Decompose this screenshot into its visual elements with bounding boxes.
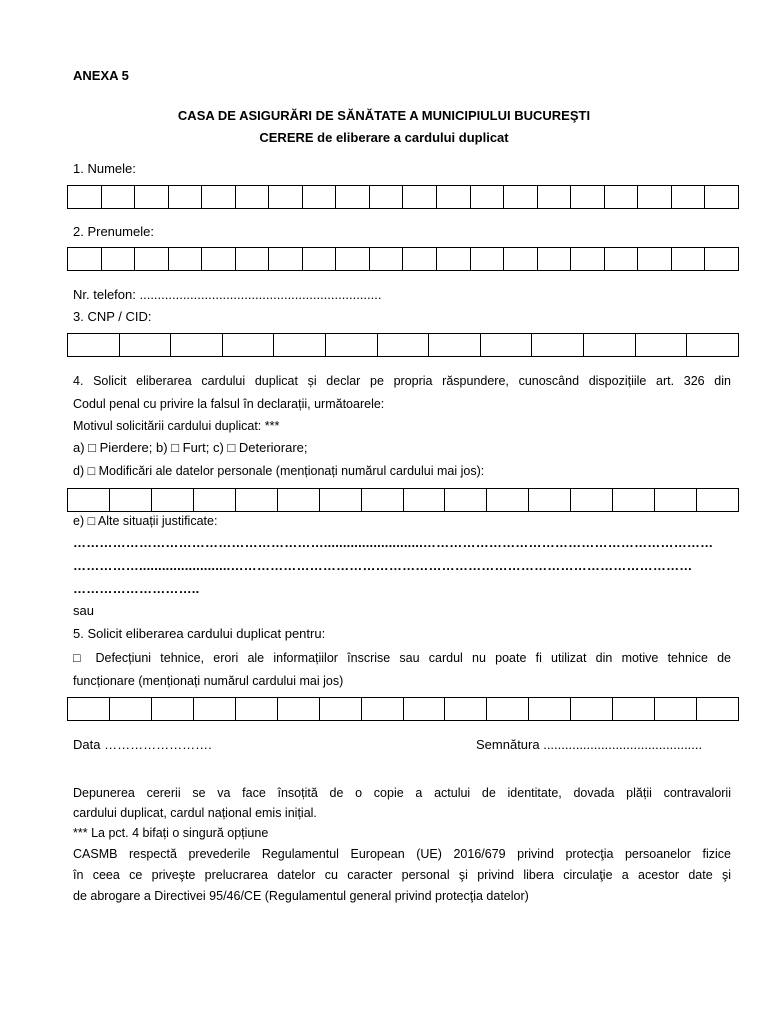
char-box[interactable] (68, 185, 102, 209)
char-box[interactable] (362, 697, 404, 721)
char-box[interactable] (303, 185, 337, 209)
note-line1: Depunerea cererii se va face însoțită de o copie a actului de identitate, dovada plății contravalorii (73, 786, 731, 800)
char-box[interactable] (529, 697, 571, 721)
institution-name: CASA DE ASIGURĂRI DE SĂNĂTATE A MUNICIPIULUI BUCUREŞTI (177, 108, 591, 123)
char-box[interactable] (152, 697, 194, 721)
char-box[interactable] (169, 185, 203, 209)
char-box[interactable] (605, 185, 639, 209)
char-box[interactable] (404, 488, 446, 512)
char-box[interactable] (194, 488, 236, 512)
section4-line1: 4. Solicit eliberarea cardului duplicat și declar pe propria răspundere, cunoscând dispozițiile art. 326 din (73, 374, 731, 388)
gdpr-line3: de abrogare a Directivei 95/46/CE (Regulamentul general privind protecţia datelor) (73, 889, 529, 903)
char-box[interactable] (471, 247, 505, 271)
char-box[interactable] (571, 488, 613, 512)
char-box[interactable] (487, 488, 529, 512)
char-box[interactable] (613, 488, 655, 512)
form-title: CERERE de eliberare a cardului duplicat (259, 130, 509, 145)
char-box[interactable] (538, 185, 572, 209)
char-box[interactable] (378, 333, 430, 357)
cnp-boxes[interactable] (67, 333, 739, 357)
char-box[interactable] (278, 697, 320, 721)
option-d[interactable]: d) □ Modificări ale datelor personale (menționați numărul cardului mai jos): (73, 464, 485, 478)
char-box[interactable] (120, 333, 172, 357)
char-box[interactable] (697, 488, 739, 512)
char-box[interactable] (504, 185, 538, 209)
char-box[interactable] (362, 488, 404, 512)
char-box[interactable] (320, 488, 362, 512)
option-a-b-c[interactable]: a) □ Pierdere; b) □ Furt; c) □ Deteriorare; (73, 440, 308, 455)
char-box[interactable] (135, 185, 169, 209)
justification-line-2[interactable]: ……………........................…………………………………………………………………………………………… (73, 558, 693, 573)
char-box[interactable] (705, 185, 739, 209)
char-box[interactable] (445, 488, 487, 512)
char-box[interactable] (437, 185, 471, 209)
char-box[interactable] (370, 185, 404, 209)
section4-line2: Codul penal cu privire la falsul în declarații, următoarele: (73, 397, 385, 411)
char-box[interactable] (202, 247, 236, 271)
justification-line-1[interactable]: …………………………………………………..........................………………………………………………………… (73, 535, 714, 550)
telefon-field[interactable]: Nr. telefon: ................................................................... (73, 287, 382, 302)
char-box[interactable] (538, 247, 572, 271)
char-box[interactable] (68, 488, 110, 512)
prenume-label: 2. Prenumele: (73, 224, 154, 239)
gdpr-line1: CASMB respectă prevederile Regulamentul European (UE) 2016/679 privind protecţia persoanelor fizice (73, 847, 731, 861)
char-box[interactable] (504, 247, 538, 271)
char-box[interactable] (236, 247, 270, 271)
char-box[interactable] (638, 247, 672, 271)
char-box[interactable] (169, 247, 203, 271)
char-box[interactable] (102, 185, 136, 209)
char-box[interactable] (404, 697, 446, 721)
date-field[interactable]: Data ……………………. (73, 737, 212, 752)
signature-field[interactable]: Semnătura ............................................ (476, 737, 703, 752)
char-box[interactable] (638, 185, 672, 209)
char-box[interactable] (672, 185, 706, 209)
motiv-label: Motivul solicitării cardului duplicat: *** (73, 419, 280, 433)
char-box[interactable] (584, 333, 636, 357)
char-box[interactable] (278, 488, 320, 512)
char-box[interactable] (403, 185, 437, 209)
char-box[interactable] (605, 247, 639, 271)
char-box[interactable] (102, 247, 136, 271)
char-box[interactable] (68, 247, 102, 271)
char-box[interactable] (445, 697, 487, 721)
nume-boxes[interactable] (67, 185, 739, 209)
char-box[interactable] (487, 697, 529, 721)
char-box[interactable] (236, 488, 278, 512)
char-box[interactable] (236, 185, 270, 209)
single-option-note: *** La pct. 4 bifați o singură opțiune (73, 826, 269, 840)
char-box[interactable] (320, 697, 362, 721)
char-box[interactable] (532, 333, 584, 357)
char-box[interactable] (636, 333, 688, 357)
char-box[interactable] (135, 247, 169, 271)
char-box[interactable] (687, 333, 739, 357)
char-box[interactable] (110, 488, 152, 512)
char-box[interactable] (68, 333, 120, 357)
char-box[interactable] (269, 185, 303, 209)
char-box[interactable] (429, 333, 481, 357)
sau-label: sau (73, 603, 94, 618)
char-box[interactable] (269, 247, 303, 271)
char-box[interactable] (326, 333, 378, 357)
gdpr-line2: în ceea ce priveşte prelucrarea datelor cu caracter personal şi privind libera circulaţie a acestor date şi (73, 868, 731, 882)
char-box[interactable] (68, 697, 110, 721)
char-box[interactable] (274, 333, 326, 357)
section5-option-line1[interactable]: □ Defecțiuni tehnice, erori ale informațiilor înscrise sau cardul nu poate fi utilizat din motive tehnice de (73, 651, 731, 665)
char-box[interactable] (571, 185, 605, 209)
char-box[interactable] (697, 697, 739, 721)
char-box[interactable] (529, 488, 571, 512)
char-box[interactable] (202, 185, 236, 209)
card-number-boxes-d[interactable] (67, 488, 739, 512)
section5-option-line2: funcționare (menționați numărul cardului mai jos) (73, 674, 344, 688)
char-box[interactable] (152, 488, 194, 512)
char-box[interactable] (655, 697, 697, 721)
char-box[interactable] (336, 247, 370, 271)
nume-label: 1. Numele: (73, 161, 136, 176)
note-line2 (73, 805, 317, 821)
note-bold-term: cardului duplicat (73, 806, 164, 820)
char-box[interactable] (613, 697, 655, 721)
char-box[interactable] (655, 488, 697, 512)
char-box[interactable] (194, 697, 236, 721)
char-box[interactable] (481, 333, 533, 357)
char-box[interactable] (705, 247, 739, 271)
note-rest: , cardul național emis inițial. (163, 806, 317, 820)
char-box[interactable] (672, 247, 706, 271)
section5-title: 5. Solicit eliberarea cardului duplicat pentru: (73, 626, 326, 641)
char-box[interactable] (223, 333, 275, 357)
char-box[interactable] (571, 697, 613, 721)
char-box[interactable] (437, 247, 471, 271)
option-e[interactable]: e) □ Alte situații justificate: (73, 514, 218, 528)
char-box[interactable] (336, 185, 370, 209)
char-box[interactable] (370, 247, 404, 271)
annex-label: ANEXA 5 (73, 68, 129, 83)
prenume-boxes[interactable] (67, 247, 739, 271)
char-box[interactable] (236, 697, 278, 721)
char-box[interactable] (303, 247, 337, 271)
char-box[interactable] (571, 247, 605, 271)
char-box[interactable] (110, 697, 152, 721)
cnp-label: 3. CNP / CID: (73, 309, 152, 324)
char-box[interactable] (471, 185, 505, 209)
card-number-boxes-5[interactable] (67, 697, 739, 721)
char-box[interactable] (171, 333, 223, 357)
char-box[interactable] (403, 247, 437, 271)
justification-line-3[interactable]: ……………………….. (73, 581, 200, 596)
